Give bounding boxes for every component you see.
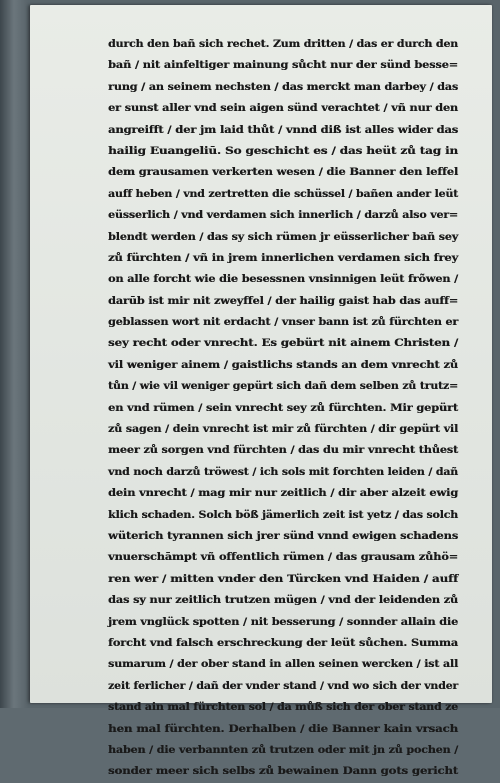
text-line: vil weniger ainem / gaistlichs stands an dem vnrecht zů (108, 358, 458, 371)
text-line: angreifft / der jm laid thůt / vnnd diß ist alles wider das (108, 123, 458, 136)
text-line: er sunst aller vnd sein aigen sünd verachtet / vñ nur den (108, 102, 459, 115)
text-line: zeit ferlicher / dañ der vnder stand / vnd wo sich der vnder (108, 679, 458, 692)
text-line: wüterich tyrannen sich jrer sünd vnnd ewigen schadens (108, 529, 458, 542)
text-line: klich schaden. Solch böß jämerlich zeit ist yetz / das solch (108, 508, 458, 521)
text-line: blendt werden / das sy sich rümen jr eüsserlicher bañ sey (108, 230, 458, 243)
text-line: tůn / wie vil weniger gepürt sich dañ dem selben zů trutz= (108, 380, 459, 393)
text-line: zů fürchten / vñ in jrem innerlichen verdamen sich frey (108, 251, 459, 264)
text-line: stand ain mal fürchten sol / da můß sich der ober stand ze (108, 701, 458, 714)
text-line: sumarum / der ober stand in allen seinen wercken / ist all (108, 658, 458, 671)
text-line: das sy nur zeitlich trutzen mügen / vnd der leidenden zů (108, 594, 458, 607)
text-line: durch den bañ sich rechet. Zum dritten / das er durch den (108, 38, 458, 50)
text-line: jrem vnglück spotten / nit besserung / sonnder allain die (108, 615, 458, 628)
text-line: bañ / nit ainfeltiger mainung sůcht nur der sünd besse= (108, 59, 459, 72)
text-line: vnuerschāmpt vñ offentlich rümen / das grausam zůhö= (108, 551, 458, 564)
text-line: eüsserlich / vnd verdamen sich innerlich / darzů also ver= (108, 209, 458, 222)
text-line: hen mal fürchten. Derhalben / die Banner kain vrsach (108, 722, 458, 735)
text-line: haben / die verbannten zů trutzen oder mit jn zů pochen / (108, 743, 458, 756)
text-line: ren wer / mitten vnder den Türcken vnd Haiden / auff (108, 572, 458, 585)
text-line: zů sagen / dein vnrecht ist mir zů fürchten / dir gepürt vil (108, 423, 458, 436)
text-line: auff heben / vnd zertretten die schüssel / bañen ander leüt (108, 187, 459, 200)
text-line: on alle forcht wie die besessnen vnsinnigen leüt frõwen / (108, 273, 458, 286)
page-text (108, 34, 460, 783)
text-line: dein vnrecht / mag mir nur zeitlich / dir aber alzeit ewig (108, 487, 458, 500)
text-line: sonder meer sich selbs zů bewainen Dann gots gericht (108, 765, 458, 778)
text-line: geblassen wort nit erdacht / vnser bann ist zů fürchten er (108, 316, 458, 329)
text-line: darūb ist mir nit zweyffel / der hailig gaist hab das auff= (108, 294, 458, 307)
text-line: sey recht oder vnrecht. Es gebürt nit ainem Christen / (108, 337, 458, 350)
text-line: rung / an seinem nechsten / das merckt man darbey / das (108, 80, 458, 93)
text-line: hailig Euangeliū. So geschicht es / das heüt zů tag in (108, 144, 458, 157)
text-line: en vnd rümen / sein vnrecht sey zů fürchten. Mir gepürt (108, 401, 458, 414)
text-line: meer zů sorgen vnd fürchten / das du mir vnrecht thůest (108, 444, 459, 457)
text-line: vnd noch darzů tröwest / ich sols mit forchten leiden / dañ (108, 465, 458, 478)
text-line: dem grausamen verkerten wesen / die Banner den leffel (108, 166, 458, 179)
text-line: forcht vnd falsch erschreckung der leüt sůchen. Summa (108, 636, 458, 649)
